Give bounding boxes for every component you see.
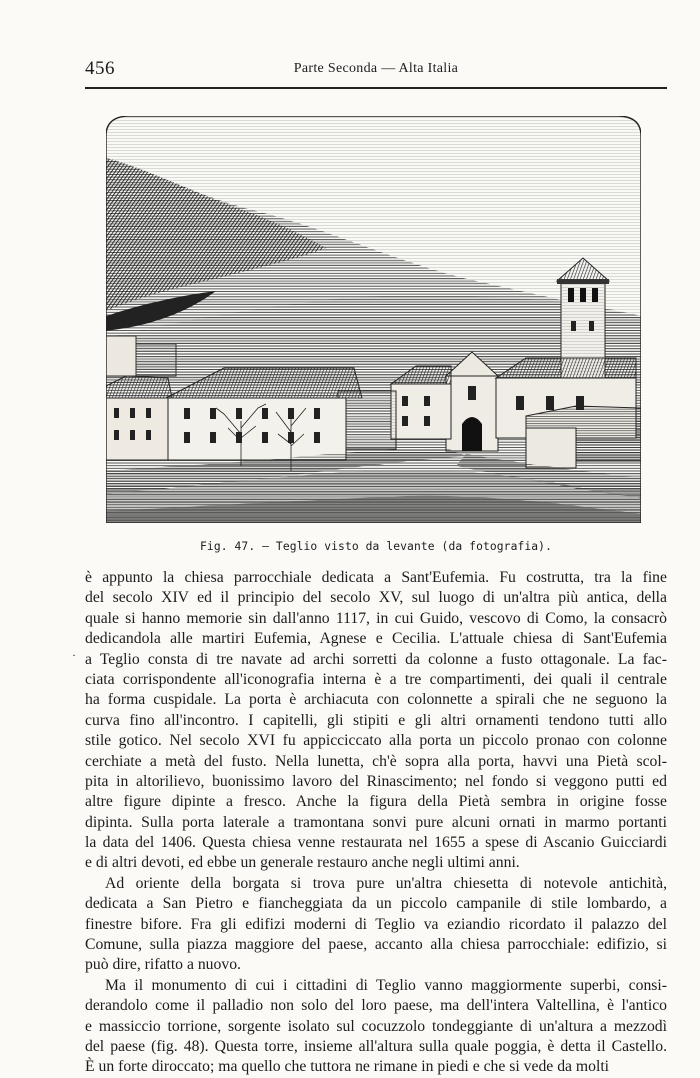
text-line: Comune, sulla piazza maggiore del paese, accanto alla chiesa parrocchiale: edifizio, si — [85, 936, 667, 954]
header-rule — [85, 87, 667, 89]
text-line: la data del 1406. Questa chiesa venne restaurata nel 1655 a spese di Ascanio Guicciardi — [85, 834, 667, 852]
engraving-figure — [106, 116, 641, 523]
text-line: curva fino all'incontro. I capitelli, gli stipiti e gli altri ornamenti tendono tutti allo — [85, 711, 667, 729]
text-line: dedicata a San Pietro e fiancheggiata da un piccolo campanile di stile lombardo, a — [85, 895, 667, 913]
text-line: e massiccio torrione, sorgente isolato sul cocuzzolo tondeggiante di un'altura a mezzodì — [85, 1017, 667, 1035]
text-line: È un forte diroccato; ma quello che tuttora ne rimane in piedi e che si vede da molti — [85, 1058, 610, 1076]
text-line: Ad oriente della borgata si trova pure un'altra chiesetta di notevole antichità, — [105, 874, 667, 892]
text-line: ha forma cuspidale. La porta è archiacuta con colonnette a spirali che ne seguono la — [85, 691, 667, 709]
text-line: può dire, rifatto a nuovo. — [85, 956, 241, 974]
text-line: altre figure dipinte a fresco. Anche la figura della Pietà sembra in origine fosse — [85, 793, 667, 811]
text-line: derandolo come il palladio non solo del loro paese, ma dell'intera Valtellina, è l'antico — [85, 997, 667, 1015]
figure-caption: Fig. 47. — Teglio visto da levante (da fotografia). — [200, 540, 552, 553]
text-line: ciata corrispondente all'iconografia interna è a tre compartimenti, dei quali il centrale — [85, 670, 667, 688]
text-line: del paese (fig. 48). Questa torre, insieme all'altura sulla quale poggia, è detta il Castello. — [85, 1037, 667, 1055]
body-text — [85, 568, 667, 1078]
text-line: a Teglio consta di tre navate ad archi sorretti da colonne a fusto ottagonale. La fac- — [85, 650, 667, 668]
text-line: del secolo XIV ed il principio del secolo XV, sul luogo di un'altra più antica, della — [85, 589, 667, 607]
text-line: cerchiate a metà del fusto. Nella lunetta, ch'è sopra alla porta, havvi una Pietà scol- — [85, 752, 667, 770]
text-line: dedicandola alle martiri Eufemia, Agnese e Cecilia. L'attuale chiesa di Sant'Eufemia — [85, 630, 667, 648]
paragraph — [85, 568, 667, 874]
paragraph — [85, 874, 667, 976]
text-line: e di altri devoti, ed ebbe un generale restauro anche negli ultimi anni. — [85, 854, 520, 872]
text-line: dipinta. Sulla porta laterale a tramontana sonvi pure alcuni ornati in marmo portanti — [85, 813, 667, 831]
engraving-teglio-from-east — [106, 116, 641, 523]
text-line: Ma il monumento di cui i cittadini di Teglio vanno maggiormente superbi, consi- — [105, 976, 667, 994]
page-number: 456 — [85, 58, 115, 79]
text-line: finestre bifore. Fra gli edifizi moderni di Teglio va eziandio ricordato il palazzo del — [85, 915, 667, 933]
text-line: è appunto la chiesa parrocchiale dedicata a Sant'Eufemia. Fu costrutta, tra la fine — [85, 569, 667, 586]
text-line: quale si hanno memorie sin dall'anno 1117, in cui Guido, vescovo di Como, la consacrò — [85, 609, 667, 627]
margin-mark: · — [72, 648, 76, 662]
running-header — [85, 58, 667, 82]
running-title: Parte Seconda — Alta Italia — [293, 61, 459, 76]
text-line: stile gotico. Nel secolo XVI fu appicciccato alla porta un piccolo pronao con colonne — [85, 732, 667, 750]
paragraph — [85, 976, 667, 1078]
text-line: pita in altorilievo, buonissimo lavoro del Rinascimento; nel fondo si veggono putti ed — [85, 772, 667, 790]
